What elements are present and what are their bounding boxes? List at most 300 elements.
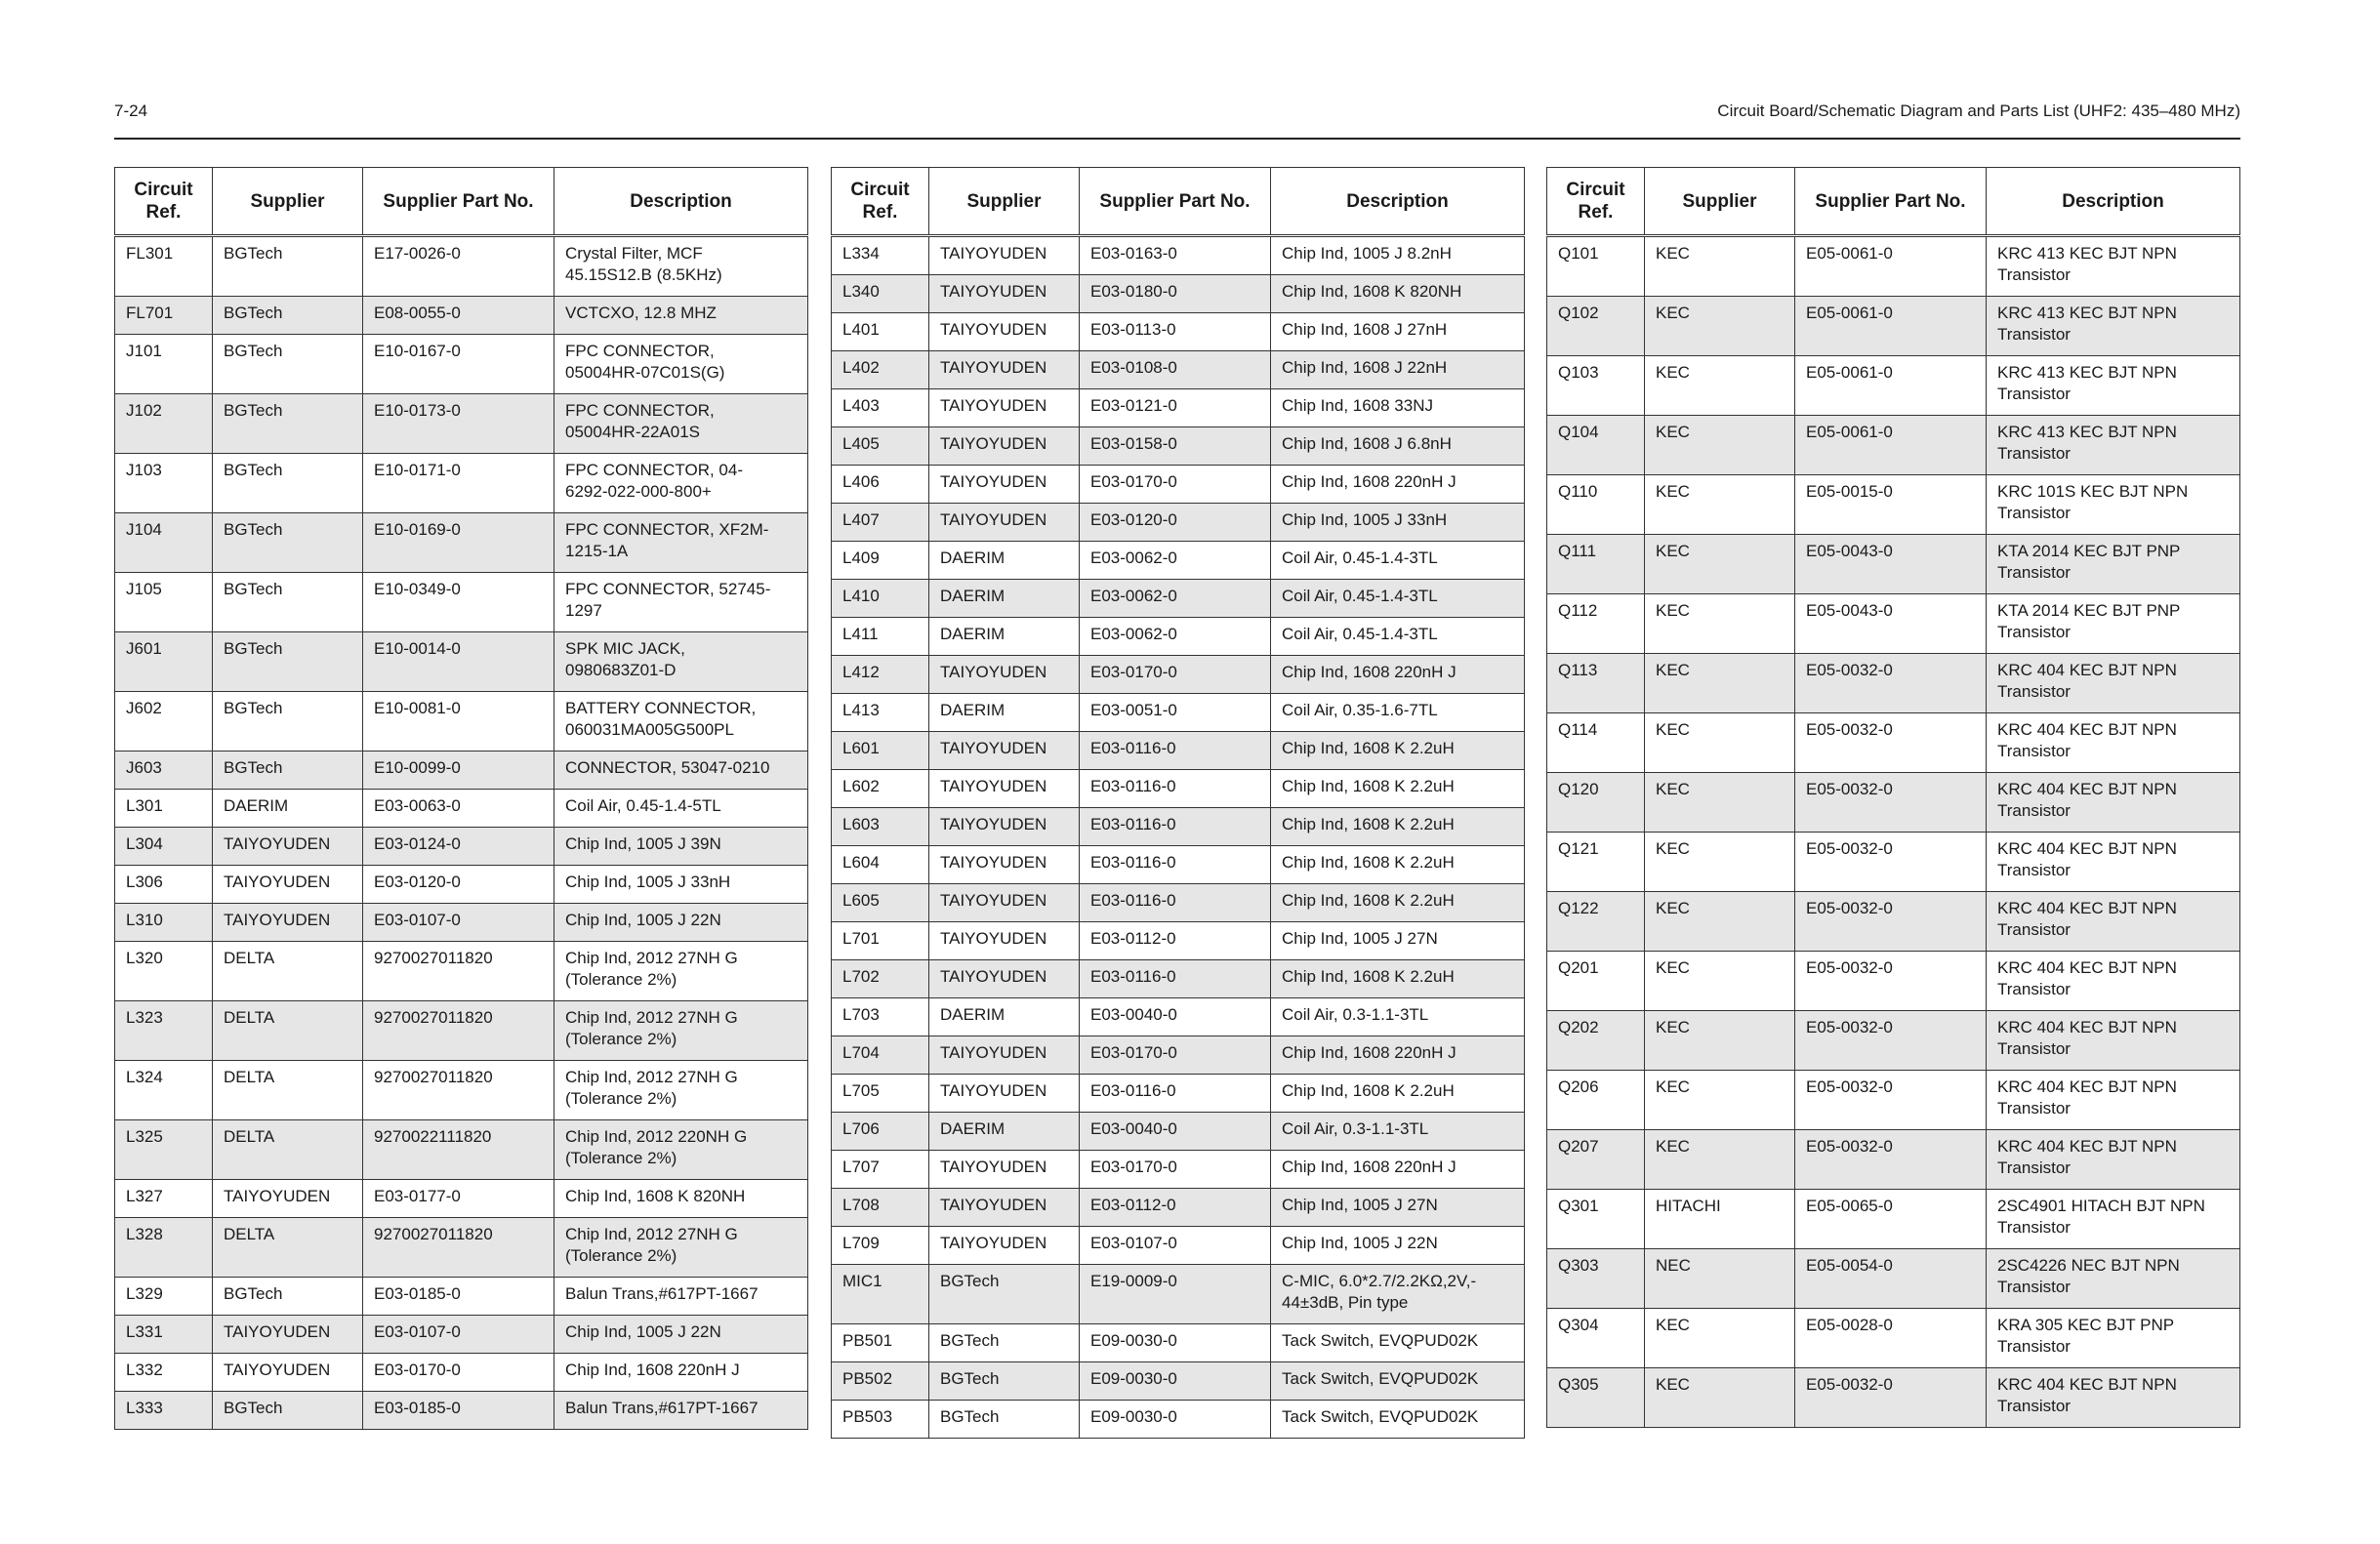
cell-part-no: E10-0099-0 <box>363 752 554 790</box>
cell-part-no: E03-0170-0 <box>1080 1036 1271 1075</box>
cell-part-no: 9270022111820 <box>363 1120 554 1180</box>
cell-part-no: E05-0015-0 <box>1795 475 1987 535</box>
cell-supplier: TAIYOYUDEN <box>213 828 363 866</box>
cell-description: Chip Ind, 1608 220nH J <box>1271 1151 1525 1189</box>
cell-circuit-ref: PB502 <box>832 1362 929 1401</box>
table-row <box>832 504 1525 542</box>
cell-description: FPC CONNECTOR, 04- 6292-022-000-800+ <box>554 454 808 513</box>
cell-supplier: DELTA <box>213 1061 363 1120</box>
table-row <box>115 752 808 790</box>
parts-table-1 <box>114 167 808 1430</box>
cell-description: FPC CONNECTOR, 52745- 1297 <box>554 573 808 632</box>
table-row <box>115 236 808 297</box>
cell-part-no: E03-0121-0 <box>1080 389 1271 427</box>
cell-description: FPC CONNECTOR, 05004HR-22A01S <box>554 394 808 454</box>
table-row <box>1547 1130 2240 1190</box>
cell-circuit-ref: Q120 <box>1547 773 1645 833</box>
table-row <box>1547 1309 2240 1368</box>
cell-supplier: DELTA <box>213 1120 363 1180</box>
cell-part-no: E10-0349-0 <box>363 573 554 632</box>
cell-supplier: DAERIM <box>929 542 1080 580</box>
table-row <box>832 960 1525 998</box>
cell-circuit-ref: Q206 <box>1547 1071 1645 1130</box>
cell-supplier: TAIYOYUDEN <box>929 1227 1080 1265</box>
cell-part-no: E05-0028-0 <box>1795 1309 1987 1368</box>
col-header-description: Description <box>554 168 808 236</box>
cell-circuit-ref: J105 <box>115 573 213 632</box>
table-row <box>115 632 808 692</box>
cell-circuit-ref: Q207 <box>1547 1130 1645 1190</box>
cell-supplier: KEC <box>1645 952 1795 1011</box>
cell-description: C-MIC, 6.0*2.7/2.2KΩ,2V,- 44±3dB, Pin type <box>1271 1265 1525 1324</box>
table-row <box>1547 892 2240 952</box>
cell-supplier: BGTech <box>213 692 363 752</box>
cell-description: FPC CONNECTOR, 05004HR-07C01S(G) <box>554 335 808 394</box>
cell-part-no: E03-0108-0 <box>1080 351 1271 389</box>
cell-part-no: E05-0032-0 <box>1795 1071 1987 1130</box>
cell-circuit-ref: PB503 <box>832 1401 929 1439</box>
cell-circuit-ref: L604 <box>832 846 929 884</box>
cell-supplier: KEC <box>1645 1309 1795 1368</box>
cell-circuit-ref: J601 <box>115 632 213 692</box>
cell-supplier: TAIYOYUDEN <box>929 808 1080 846</box>
cell-description: KTA 2014 KEC BJT PNP Transistor <box>1987 594 2240 654</box>
col-header-supplier: Supplier <box>213 168 363 236</box>
cell-circuit-ref: L709 <box>832 1227 929 1265</box>
table-row <box>115 790 808 828</box>
cell-part-no: 9270027011820 <box>363 1218 554 1278</box>
cell-supplier: DAERIM <box>213 790 363 828</box>
cell-circuit-ref: L306 <box>115 866 213 904</box>
cell-supplier: KEC <box>1645 356 1795 416</box>
cell-circuit-ref: J602 <box>115 692 213 752</box>
table-row <box>832 580 1525 618</box>
cell-description: Tack Switch, EVQPUD02K <box>1271 1362 1525 1401</box>
cell-description: Chip Ind, 1005 J 8.2nH <box>1271 236 1525 275</box>
table-row <box>115 454 808 513</box>
cell-description: Chip Ind, 1608 K 2.2uH <box>1271 1075 1525 1113</box>
cell-supplier: TAIYOYUDEN <box>929 504 1080 542</box>
table-row <box>832 618 1525 656</box>
cell-supplier: KEC <box>1645 1071 1795 1130</box>
cell-part-no: E05-0061-0 <box>1795 236 1987 297</box>
cell-circuit-ref: Q304 <box>1547 1309 1645 1368</box>
cell-supplier: TAIYOYUDEN <box>929 427 1080 466</box>
cell-supplier: HITACHI <box>1645 1190 1795 1249</box>
table-row <box>832 1036 1525 1075</box>
cell-part-no: E05-0032-0 <box>1795 952 1987 1011</box>
cell-part-no: E05-0032-0 <box>1795 713 1987 773</box>
cell-circuit-ref: L403 <box>832 389 929 427</box>
cell-part-no: E10-0014-0 <box>363 632 554 692</box>
table-row <box>832 846 1525 884</box>
table-row <box>832 1265 1525 1324</box>
table-row <box>832 922 1525 960</box>
cell-supplier: NEC <box>1645 1249 1795 1309</box>
cell-circuit-ref: L331 <box>115 1316 213 1354</box>
parts-table-2 <box>831 167 1525 1439</box>
cell-description: Chip Ind, 1005 J 33nH <box>1271 504 1525 542</box>
cell-circuit-ref: L406 <box>832 466 929 504</box>
cell-supplier: DAERIM <box>929 618 1080 656</box>
cell-supplier: KEC <box>1645 535 1795 594</box>
cell-part-no: E03-0185-0 <box>363 1392 554 1430</box>
cell-supplier: BGTech <box>929 1265 1080 1324</box>
cell-part-no: E10-0173-0 <box>363 394 554 454</box>
cell-description: Coil Air, 0.3-1.1-3TL <box>1271 1113 1525 1151</box>
cell-description: Chip Ind, 1608 220nH J <box>554 1354 808 1392</box>
cell-description: KRC 413 KEC BJT NPN Transistor <box>1987 356 2240 416</box>
table-row <box>832 275 1525 313</box>
table-row <box>832 656 1525 694</box>
cell-supplier: KEC <box>1645 1368 1795 1428</box>
cell-supplier: TAIYOYUDEN <box>929 846 1080 884</box>
cell-circuit-ref: L409 <box>832 542 929 580</box>
table-row <box>832 236 1525 275</box>
cell-circuit-ref: MIC1 <box>832 1265 929 1324</box>
cell-description: Chip Ind, 1608 J 6.8nH <box>1271 427 1525 466</box>
cell-supplier: TAIYOYUDEN <box>213 866 363 904</box>
cell-supplier: TAIYOYUDEN <box>929 1075 1080 1113</box>
table-row <box>115 297 808 335</box>
cell-part-no: E03-0063-0 <box>363 790 554 828</box>
cell-supplier: TAIYOYUDEN <box>929 884 1080 922</box>
cell-description: Chip Ind, 1608 220nH J <box>1271 1036 1525 1075</box>
cell-description: Chip Ind, 1608 K 2.2uH <box>1271 884 1525 922</box>
cell-supplier: DAERIM <box>929 998 1080 1036</box>
table-row <box>1547 356 2240 416</box>
cell-part-no: E09-0030-0 <box>1080 1362 1271 1401</box>
col-header-circuit-ref: Circuit Ref. <box>832 168 929 236</box>
table-row <box>1547 535 2240 594</box>
cell-part-no: E05-0032-0 <box>1795 1130 1987 1190</box>
cell-supplier: KEC <box>1645 833 1795 892</box>
cell-description: Chip Ind, 1608 K 820NH <box>1271 275 1525 313</box>
cell-supplier: TAIYOYUDEN <box>929 236 1080 275</box>
table-row <box>1547 713 2240 773</box>
table-row <box>832 1227 1525 1265</box>
table-row <box>832 770 1525 808</box>
cell-circuit-ref: Q113 <box>1547 654 1645 713</box>
cell-description: KRC 413 KEC BJT NPN Transistor <box>1987 416 2240 475</box>
cell-description: Chip Ind, 1608 K 2.2uH <box>1271 732 1525 770</box>
cell-circuit-ref: J103 <box>115 454 213 513</box>
cell-description: KRC 413 KEC BJT NPN Transistor <box>1987 236 2240 297</box>
cell-part-no: E03-0170-0 <box>1080 656 1271 694</box>
table-row <box>832 1324 1525 1362</box>
cell-description: KRC 413 KEC BJT NPN Transistor <box>1987 297 2240 356</box>
cell-circuit-ref: L702 <box>832 960 929 998</box>
cell-supplier: BGTech <box>929 1401 1080 1439</box>
cell-supplier: DAERIM <box>929 694 1080 732</box>
cell-supplier: BGTech <box>213 752 363 790</box>
cell-description: Chip Ind, 2012 27NH G (Tolerance 2%) <box>554 1001 808 1061</box>
cell-part-no: E03-0062-0 <box>1080 618 1271 656</box>
cell-part-no: E03-0040-0 <box>1080 998 1271 1036</box>
cell-circuit-ref: L320 <box>115 942 213 1001</box>
cell-supplier: DELTA <box>213 1218 363 1278</box>
cell-description: Chip Ind, 1608 J 22nH <box>1271 351 1525 389</box>
cell-supplier: KEC <box>1645 892 1795 952</box>
cell-part-no: E05-0032-0 <box>1795 833 1987 892</box>
table-row <box>1547 1190 2240 1249</box>
page-title: Circuit Board/Schematic Diagram and Parts List (UHF2: 435–480 MHz) <box>1717 102 2240 120</box>
cell-circuit-ref: Q103 <box>1547 356 1645 416</box>
cell-circuit-ref: L405 <box>832 427 929 466</box>
cell-circuit-ref: L703 <box>832 998 929 1036</box>
table-row <box>115 573 808 632</box>
cell-description: KRC 101S KEC BJT NPN Transistor <box>1987 475 2240 535</box>
cell-circuit-ref: L413 <box>832 694 929 732</box>
cell-circuit-ref: Q101 <box>1547 236 1645 297</box>
cell-part-no: E03-0124-0 <box>363 828 554 866</box>
cell-supplier: BGTech <box>213 1278 363 1316</box>
col-header-circuit-ref: Circuit Ref. <box>115 168 213 236</box>
cell-description: FPC CONNECTOR, XF2M- 1215-1A <box>554 513 808 573</box>
cell-circuit-ref: L705 <box>832 1075 929 1113</box>
cell-circuit-ref: L410 <box>832 580 929 618</box>
cell-supplier: BGTech <box>213 236 363 297</box>
cell-part-no: E19-0009-0 <box>1080 1265 1271 1324</box>
cell-description: CONNECTOR, 53047-0210 <box>554 752 808 790</box>
table-row <box>115 1120 808 1180</box>
cell-description: KRC 404 KEC BJT NPN Transistor <box>1987 773 2240 833</box>
cell-description: Chip Ind, 1005 J 27N <box>1271 922 1525 960</box>
table-row <box>115 1392 808 1430</box>
cell-part-no: E10-0169-0 <box>363 513 554 573</box>
cell-circuit-ref: L412 <box>832 656 929 694</box>
cell-part-no: E03-0107-0 <box>1080 1227 1271 1265</box>
cell-description: Chip Ind, 1005 J 22N <box>554 1316 808 1354</box>
cell-supplier: BGTech <box>929 1362 1080 1401</box>
table-row <box>832 884 1525 922</box>
cell-circuit-ref: L324 <box>115 1061 213 1120</box>
cell-description: Chip Ind, 1608 33NJ <box>1271 389 1525 427</box>
cell-circuit-ref: FL301 <box>115 236 213 297</box>
cell-circuit-ref: PB501 <box>832 1324 929 1362</box>
cell-circuit-ref: L601 <box>832 732 929 770</box>
cell-description: KRC 404 KEC BJT NPN Transistor <box>1987 1011 2240 1071</box>
cell-circuit-ref: L605 <box>832 884 929 922</box>
cell-part-no: E05-0054-0 <box>1795 1249 1987 1309</box>
col-header-part-no: Supplier Part No. <box>1080 168 1271 236</box>
cell-part-no: E03-0062-0 <box>1080 542 1271 580</box>
table-row <box>115 828 808 866</box>
table-row <box>832 1075 1525 1113</box>
table-row <box>832 998 1525 1036</box>
cell-description: KRC 404 KEC BJT NPN Transistor <box>1987 952 2240 1011</box>
cell-circuit-ref: L708 <box>832 1189 929 1227</box>
table-row <box>115 394 808 454</box>
cell-part-no: E05-0032-0 <box>1795 773 1987 833</box>
cell-supplier: BGTech <box>213 297 363 335</box>
cell-description: KRC 404 KEC BJT NPN Transistor <box>1987 1130 2240 1190</box>
cell-circuit-ref: FL701 <box>115 297 213 335</box>
table-row <box>832 542 1525 580</box>
cell-part-no: E05-0032-0 <box>1795 1011 1987 1071</box>
cell-circuit-ref: L332 <box>115 1354 213 1392</box>
table-row <box>115 1218 808 1278</box>
cell-description: Chip Ind, 1608 220nH J <box>1271 656 1525 694</box>
cell-part-no: E03-0170-0 <box>363 1354 554 1392</box>
cell-part-no: 9270027011820 <box>363 1001 554 1061</box>
table-row <box>115 904 808 942</box>
cell-supplier: TAIYOYUDEN <box>213 1180 363 1218</box>
cell-circuit-ref: L340 <box>832 275 929 313</box>
cell-part-no: E03-0107-0 <box>363 1316 554 1354</box>
cell-supplier: BGTech <box>213 513 363 573</box>
table-row <box>832 351 1525 389</box>
cell-supplier: TAIYOYUDEN <box>929 351 1080 389</box>
table-row <box>115 1278 808 1316</box>
cell-part-no: E03-0177-0 <box>363 1180 554 1218</box>
cell-part-no: E09-0030-0 <box>1080 1324 1271 1362</box>
cell-description: KRC 404 KEC BJT NPN Transistor <box>1987 1071 2240 1130</box>
cell-description: Chip Ind, 1608 K 2.2uH <box>1271 770 1525 808</box>
cell-description: Coil Air, 0.45-1.4-3TL <box>1271 618 1525 656</box>
cell-circuit-ref: L411 <box>832 618 929 656</box>
cell-part-no: E03-0116-0 <box>1080 884 1271 922</box>
cell-supplier: KEC <box>1645 713 1795 773</box>
cell-part-no: E05-0061-0 <box>1795 356 1987 416</box>
page-number: 7-24 <box>114 102 148 120</box>
table-row <box>832 313 1525 351</box>
cell-description: Coil Air, 0.35-1.6-7TL <box>1271 694 1525 732</box>
table-header-row <box>115 168 808 236</box>
cell-part-no: 9270027011820 <box>363 942 554 1001</box>
cell-part-no: E10-0171-0 <box>363 454 554 513</box>
cell-description: Balun Trans,#617PT-1667 <box>554 1392 808 1430</box>
cell-description: Balun Trans,#617PT-1667 <box>554 1278 808 1316</box>
cell-part-no: E03-0062-0 <box>1080 580 1271 618</box>
cell-part-no: E03-0112-0 <box>1080 922 1271 960</box>
table-row <box>1547 1011 2240 1071</box>
cell-description: Chip Ind, 1608 K 2.2uH <box>1271 960 1525 998</box>
cell-part-no: E03-0051-0 <box>1080 694 1271 732</box>
cell-circuit-ref: L603 <box>832 808 929 846</box>
table-row <box>115 1316 808 1354</box>
cell-supplier: TAIYOYUDEN <box>213 1354 363 1392</box>
cell-circuit-ref: Q114 <box>1547 713 1645 773</box>
cell-circuit-ref: L301 <box>115 790 213 828</box>
cell-description: Chip Ind, 2012 27NH G (Tolerance 2%) <box>554 1061 808 1120</box>
table-row <box>115 1180 808 1218</box>
cell-part-no: E03-0040-0 <box>1080 1113 1271 1151</box>
cell-supplier: TAIYOYUDEN <box>929 466 1080 504</box>
cell-description: Chip Ind, 1608 K 2.2uH <box>1271 808 1525 846</box>
cell-circuit-ref: L333 <box>115 1392 213 1430</box>
cell-circuit-ref: L327 <box>115 1180 213 1218</box>
cell-supplier: TAIYOYUDEN <box>929 770 1080 808</box>
cell-description: 2SC4901 HITACH BJT NPN Transistor <box>1987 1190 2240 1249</box>
cell-circuit-ref: Q110 <box>1547 475 1645 535</box>
cell-circuit-ref: L701 <box>832 922 929 960</box>
cell-supplier: TAIYOYUDEN <box>929 960 1080 998</box>
cell-supplier: DELTA <box>213 942 363 1001</box>
cell-circuit-ref: Q301 <box>1547 1190 1645 1249</box>
cell-supplier: TAIYOYUDEN <box>213 1316 363 1354</box>
cell-supplier: KEC <box>1645 297 1795 356</box>
cell-description: Coil Air, 0.45-1.4-3TL <box>1271 542 1525 580</box>
cell-supplier: KEC <box>1645 1130 1795 1190</box>
cell-circuit-ref: L402 <box>832 351 929 389</box>
cell-part-no: E03-0107-0 <box>363 904 554 942</box>
table-row <box>832 694 1525 732</box>
table-row <box>115 335 808 394</box>
cell-description: Tack Switch, EVQPUD02K <box>1271 1401 1525 1439</box>
cell-supplier: TAIYOYUDEN <box>929 656 1080 694</box>
cell-part-no: E03-0180-0 <box>1080 275 1271 313</box>
cell-description: KRC 404 KEC BJT NPN Transistor <box>1987 654 2240 713</box>
cell-part-no: E03-0120-0 <box>363 866 554 904</box>
table-row <box>832 808 1525 846</box>
cell-part-no: E03-0170-0 <box>1080 466 1271 504</box>
cell-circuit-ref: L401 <box>832 313 929 351</box>
cell-circuit-ref: L328 <box>115 1218 213 1278</box>
cell-description: Coil Air, 0.45-1.4-5TL <box>554 790 808 828</box>
col-header-description: Description <box>1271 168 1525 236</box>
col-header-supplier: Supplier <box>1645 168 1795 236</box>
cell-part-no: E05-0061-0 <box>1795 297 1987 356</box>
cell-supplier: BGTech <box>213 335 363 394</box>
table-row <box>115 866 808 904</box>
table-row <box>1547 952 2240 1011</box>
cell-part-no: E08-0055-0 <box>363 297 554 335</box>
cell-supplier: TAIYOYUDEN <box>929 1189 1080 1227</box>
cell-description: Chip Ind, 1005 J 27N <box>1271 1189 1525 1227</box>
cell-supplier: BGTech <box>213 394 363 454</box>
cell-part-no: E05-0065-0 <box>1795 1190 1987 1249</box>
cell-description: Chip Ind, 1608 K 2.2uH <box>1271 846 1525 884</box>
cell-circuit-ref: L329 <box>115 1278 213 1316</box>
cell-circuit-ref: Q104 <box>1547 416 1645 475</box>
cell-description: KRC 404 KEC BJT NPN Transistor <box>1987 1368 2240 1428</box>
cell-supplier: TAIYOYUDEN <box>929 1151 1080 1189</box>
cell-part-no: E05-0032-0 <box>1795 1368 1987 1428</box>
table-row <box>1547 475 2240 535</box>
table-row <box>115 1001 808 1061</box>
table-row <box>1547 773 2240 833</box>
cell-part-no: E03-0116-0 <box>1080 960 1271 998</box>
cell-part-no: E05-0043-0 <box>1795 535 1987 594</box>
cell-description: Chip Ind, 1608 K 820NH <box>554 1180 808 1218</box>
cell-circuit-ref: L706 <box>832 1113 929 1151</box>
cell-part-no: E03-0116-0 <box>1080 808 1271 846</box>
cell-supplier: BGTech <box>213 1392 363 1430</box>
cell-part-no: 9270027011820 <box>363 1061 554 1120</box>
cell-circuit-ref: Q121 <box>1547 833 1645 892</box>
table-header-row <box>1547 168 2240 236</box>
cell-part-no: E09-0030-0 <box>1080 1401 1271 1439</box>
cell-supplier: BGTech <box>213 632 363 692</box>
table-row <box>832 1189 1525 1227</box>
cell-circuit-ref: L334 <box>832 236 929 275</box>
cell-part-no: E05-0032-0 <box>1795 654 1987 713</box>
cell-part-no: E03-0116-0 <box>1080 1075 1271 1113</box>
cell-supplier: BGTech <box>213 454 363 513</box>
cell-description: 2SC4226 NEC BJT NPN Transistor <box>1987 1249 2240 1309</box>
cell-supplier: DELTA <box>213 1001 363 1061</box>
cell-circuit-ref: L310 <box>115 904 213 942</box>
table-row <box>832 1362 1525 1401</box>
cell-part-no: E03-0185-0 <box>363 1278 554 1316</box>
cell-supplier: TAIYOYUDEN <box>929 732 1080 770</box>
table-row <box>115 942 808 1001</box>
cell-circuit-ref: L407 <box>832 504 929 542</box>
cell-description: VCTCXO, 12.8 MHZ <box>554 297 808 335</box>
cell-description: Chip Ind, 2012 27NH G (Tolerance 2%) <box>554 942 808 1001</box>
table-header-row <box>832 168 1525 236</box>
